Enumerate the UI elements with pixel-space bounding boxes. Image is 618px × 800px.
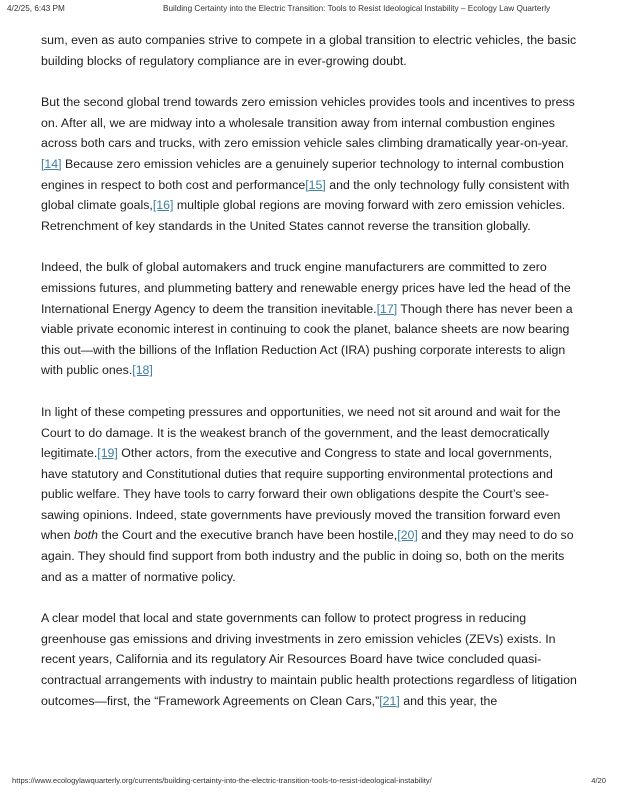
paragraph-4 [41, 402, 581, 587]
paragraph-1 [41, 30, 581, 71]
paragraph-3 [41, 257, 581, 381]
print-header [0, 4, 618, 18]
paragraph-4-emphasis: both [73, 528, 98, 543]
article-body [41, 30, 581, 711]
footnote-link-15[interactable]: [15] [305, 177, 326, 192]
paragraph-5-text-2: and this year, the [399, 693, 498, 708]
footnote-link-20[interactable]: [20] [397, 528, 418, 543]
paragraph-2-text-2: Because zero emission vehicles are a genuinely superior technology to internal combustion engines in respect to both cost and performance [41, 156, 564, 192]
print-date-time: 4/2/25, 6:43 PM [7, 4, 65, 13]
footnote-link-18[interactable]: [18] [132, 363, 153, 378]
print-footer [0, 776, 618, 790]
paragraph-4-text-1: In light of these competing pressures and opportunities, we need not sit around and wait for the Court to do damage. It is the weakest branch of the government, and the least democratically legitimate. [41, 404, 561, 461]
paragraph-2 [41, 92, 581, 236]
print-page-number: 4/20 [591, 776, 606, 785]
footnote-link-14[interactable]: [14] [41, 156, 62, 171]
paragraph-4-text-4: and they may need to do so again. They should find support from both industry and the public in doing so, both on the merits and as a matter of normative policy. [41, 528, 574, 584]
paragraph-2-text-1: But the second global trend towards zero emission vehicles provides tools and incentives to press on. After all, we are midway into a wholesale transition away from internal combustion engines across both cars and trucks, with zero emission vehicle sales climbing dramatically year-on-year. [41, 95, 575, 151]
footnote-link-19[interactable]: [19] [97, 446, 118, 461]
paragraph-2-text-4: multiple global regions are moving forward with zero emission vehicles. Retrenchment of key standards in the United States cannot reverse the transition globally. [41, 198, 566, 233]
paragraph-5-text-1: A clear model that local and state governments can follow to protect progress in reducing greenhouse gas emissions and driving investments in zero emission vehicles (ZEVs) exists. In recent years, California and its regulatory Air Resources Board have twice concluded quasi-contractual arrangements with industry to maintain public health protections regardless of litigation outcomes—first, the “Framework Agreements on Clean Cars,” [41, 611, 577, 708]
print-page-url: https://www.ecologylawquarterly.org/currents/building-certainty-into-the-electric-transition-tools-to-resist-ideological-instability/ [12, 776, 432, 785]
paragraph-5 [41, 608, 581, 711]
paragraph-3-text-1: Indeed, the bulk of global automakers and truck engine manufacturers are committed to zero emissions futures, and plummeting battery and renewable energy prices have led the head of the International Energy Agency to deem the transition inevitable. [41, 260, 571, 316]
paragraph-4-text-3: the Court and the executive branch have been hostile, [97, 528, 398, 543]
paragraph-2-text-3: and the only technology fully consistent with global climate goals, [41, 177, 570, 213]
print-page-title: Building Certainty into the Electric Transition: Tools to Resist Ideological Instability – Ecology Law Quarterly [163, 4, 551, 13]
footnote-link-17[interactable]: [17] [376, 301, 398, 316]
footnote-link-16[interactable]: [16] [152, 198, 174, 213]
paragraph-1-text: sum, even as auto companies strive to compete in a global transition to electric vehicles, the basic building blocks of regulatory compliance are in ever-growing doubt. [41, 33, 577, 68]
paragraph-3-text-2: Though there has never been a viable private economic interest in continuing to cook the planet, balance sheets are now bearing this out—with the billions of the Inflation Reduction Act (IRA) pushing corporate interests to align with public ones. [41, 301, 573, 378]
paragraph-4-text-2: Other actors, from the executive and Congress to state and local governments, have statutory and Constitutional duties that require supporting environmental protections and public welfare. They have tools to carry forward their own obligations despite the Court’s see-sawing opinions. Indeed, state governments have previously moved the transition forward even when [41, 446, 561, 543]
footnote-link-21[interactable]: [21] [379, 693, 400, 708]
